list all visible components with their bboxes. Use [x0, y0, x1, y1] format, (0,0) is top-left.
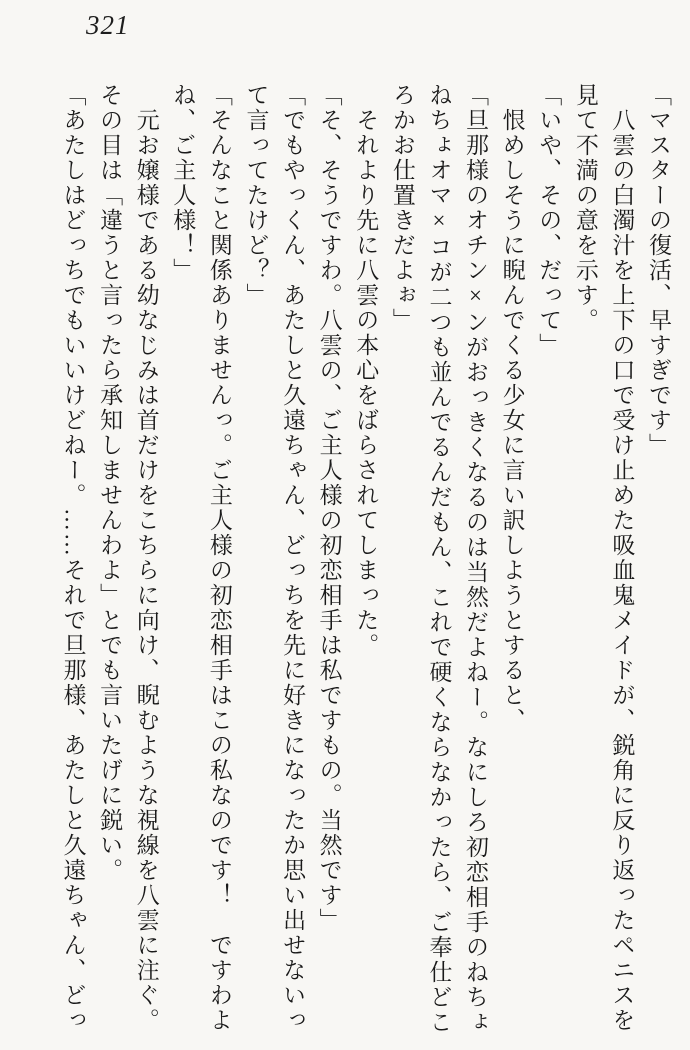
text-line: 元お嬢様である幼なじみは首だけをこちらに向け、睨むような視線を八雲に注ぐ。: [133, 83, 159, 1033]
text-line: ね、ご主人様！」: [170, 83, 196, 283]
text-line: て言ってたけど？」: [243, 83, 269, 308]
text-line: 恨めしそうに睨んでくる少女に言い訳しようとすると、: [499, 83, 525, 733]
text-block: [54, 83, 676, 1039]
text-line: ねちょオマ×コが二つも並んでるんだもん、これで硬くならなかったら、ご奉仕どこ: [426, 83, 452, 1035]
text-line: その目は「違うと言ったら承知しませんわよ」とでも言いたげに鋭い。: [97, 83, 123, 883]
page-number: 321: [86, 10, 130, 40]
text-line: 「旦那様のオチン×ンがおっきくなるのは当然だよねー。なにしろ初恋相手のねちょ: [463, 83, 489, 1035]
text-line: 「いや、その、だって」: [536, 83, 562, 358]
text-line: 「あたしはどっちでもいいけどねー。……それで旦那様、あたしと久遠ちゃん、どっ: [60, 83, 86, 1033]
text-line: 「でもやっくん、あたしと久遠ちゃん、どっちを先に好きになったか思い出せないっ: [280, 83, 306, 1033]
text-line: 「そんなこと関係ありませんっ。ご主人様の初恋相手はこの私なのです！ ですわよ: [206, 83, 232, 1033]
text-line: 「そ、そうですわ。八雲の、ご主人様の初恋相手は私ですもの。当然です」: [316, 83, 342, 933]
text-line: それより先に八雲の本心をばらされてしまった。: [353, 83, 379, 658]
text-line: 「マスターの復活、早すぎです」: [646, 83, 671, 458]
text-line: ろかお仕置きだよぉ」: [389, 83, 415, 333]
text-line: 見て不満の意を示す。: [572, 83, 598, 333]
text-line: 八雲の白濁汁を上下の口で受け止めた吸血鬼メイドが、鋭角に反り返ったペニスを: [609, 83, 635, 1033]
